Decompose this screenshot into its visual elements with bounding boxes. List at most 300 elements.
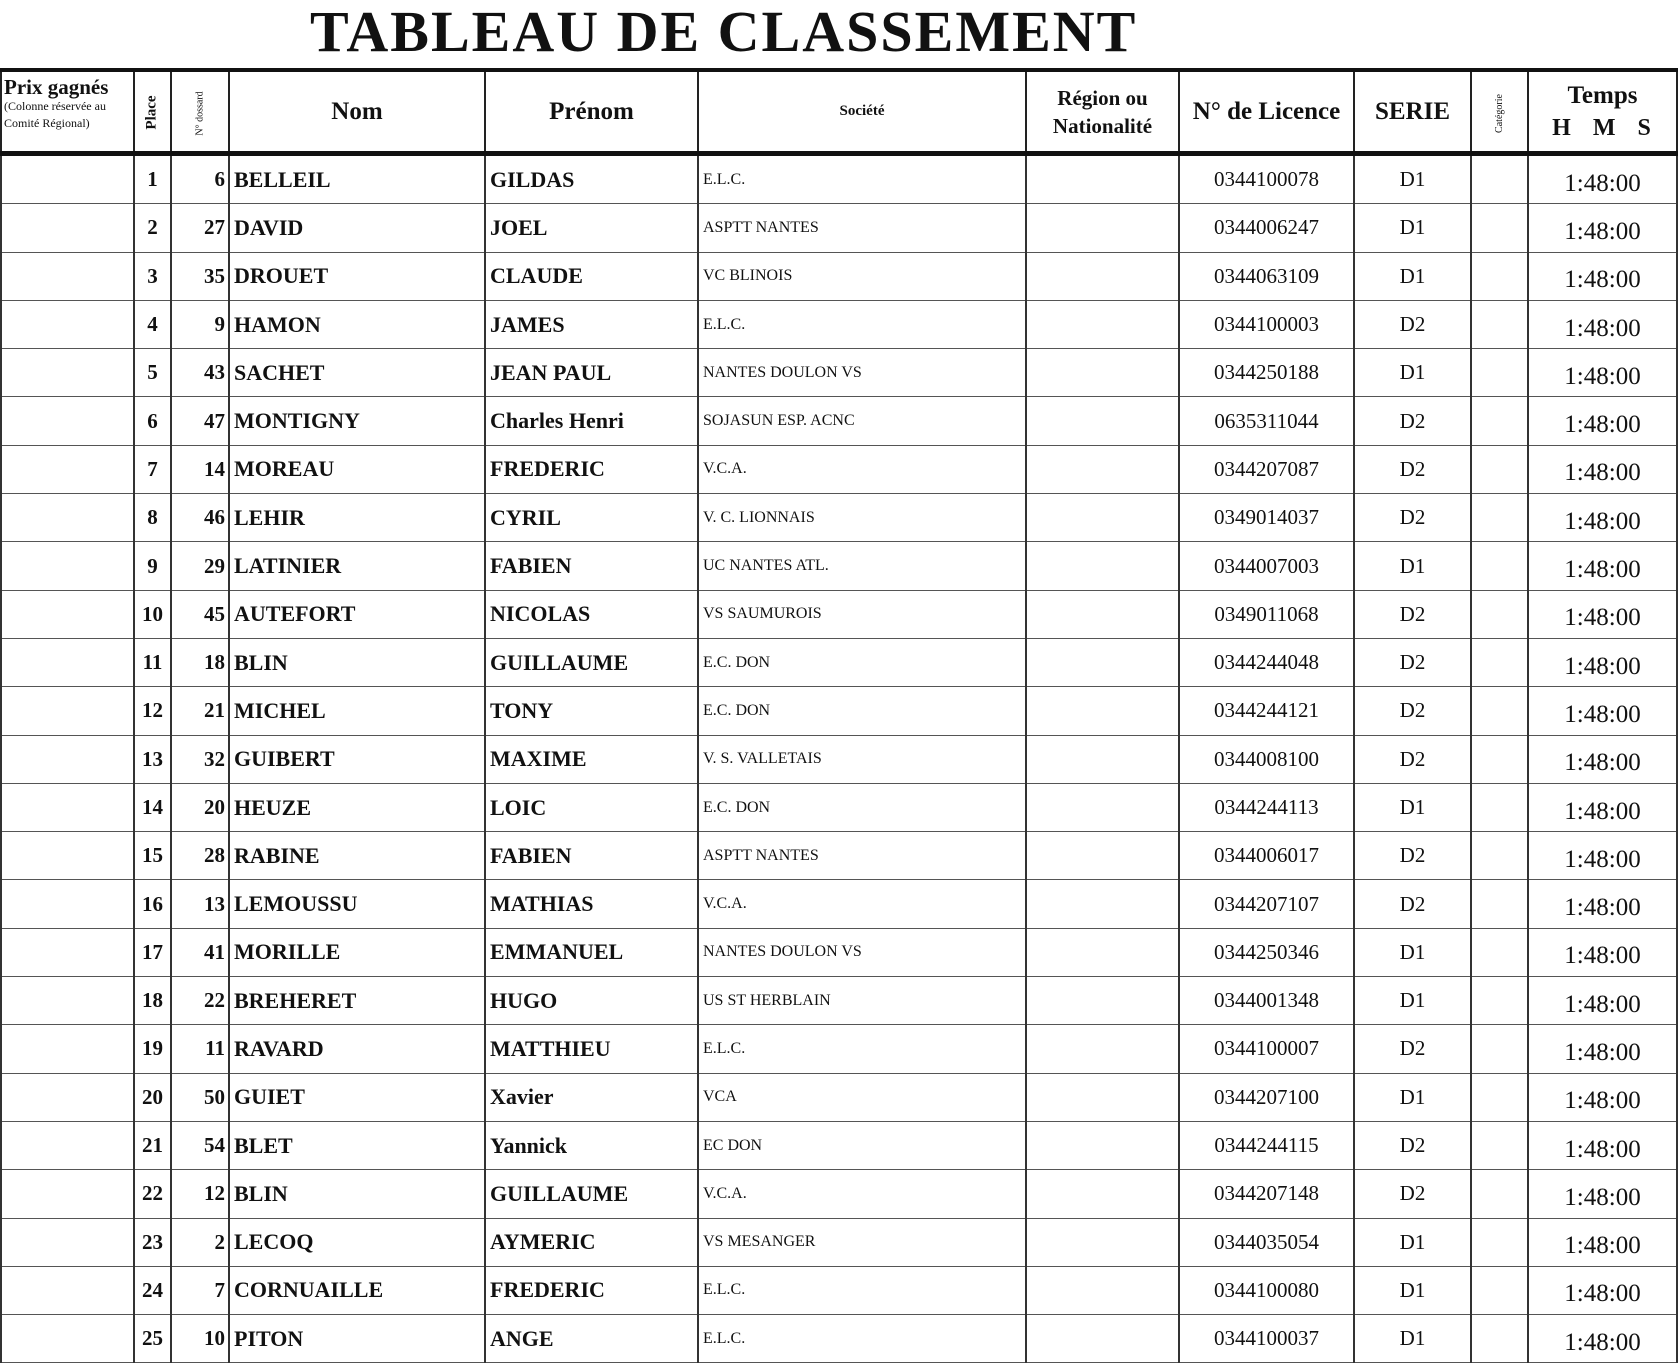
- cell-dossard: 2: [171, 1218, 229, 1266]
- table-body: [1, 154, 1677, 1363]
- cell-cat: [1471, 397, 1528, 445]
- cell-temps: 1:48:00: [1528, 204, 1677, 252]
- cell-prenom: GILDAS: [485, 154, 698, 204]
- cell-temps: 1:48:00: [1528, 1121, 1677, 1169]
- cell-place: 17: [134, 928, 171, 976]
- cell-cat: [1471, 154, 1528, 204]
- table-row: [1, 349, 1677, 397]
- cell-temps: 1:48:00: [1528, 542, 1677, 590]
- cell-dossard: 47: [171, 397, 229, 445]
- cell-nom: CORNUAILLE: [229, 1266, 485, 1314]
- table-row: [1, 445, 1677, 493]
- cell-temps: 1:48:00: [1528, 687, 1677, 735]
- table-row: [1, 542, 1677, 590]
- cell-societe: V.C.A.: [698, 1170, 1026, 1218]
- cell-societe: E.L.C.: [698, 1266, 1026, 1314]
- cell-societe: V.C.A.: [698, 445, 1026, 493]
- cell-nom: HAMON: [229, 300, 485, 348]
- cell-societe: E.L.C.: [698, 300, 1026, 348]
- cell-temps: 1:48:00: [1528, 590, 1677, 638]
- cell-place: 8: [134, 494, 171, 542]
- cell-dossard: 14: [171, 445, 229, 493]
- cell-cat: [1471, 783, 1528, 831]
- cell-prenom: CYRIL: [485, 494, 698, 542]
- cell-prix: [1, 928, 134, 976]
- cell-prix: [1, 300, 134, 348]
- cell-serie: D2: [1354, 880, 1471, 928]
- table-row: [1, 590, 1677, 638]
- cell-reg: [1026, 783, 1179, 831]
- cell-licence: 0344244113: [1179, 783, 1354, 831]
- table-row: [1, 1170, 1677, 1218]
- cell-nom: RABINE: [229, 832, 485, 880]
- cell-prenom: JEAN PAUL: [485, 349, 698, 397]
- cell-serie: D1: [1354, 204, 1471, 252]
- header-hms: HMS: [1552, 114, 1673, 141]
- cell-prenom: Yannick: [485, 1121, 698, 1169]
- cell-dossard: 20: [171, 783, 229, 831]
- cell-licence: 0344250188: [1179, 349, 1354, 397]
- cell-temps: 1:48:00: [1528, 300, 1677, 348]
- cell-cat: [1471, 300, 1528, 348]
- cell-societe: V. S. VALLETAIS: [698, 735, 1026, 783]
- cell-prix: [1, 1170, 134, 1218]
- cell-cat: [1471, 349, 1528, 397]
- cell-prix: [1, 542, 134, 590]
- cell-reg: [1026, 1170, 1179, 1218]
- cell-reg: [1026, 349, 1179, 397]
- cell-prix: [1, 880, 134, 928]
- cell-serie: D2: [1354, 735, 1471, 783]
- cell-reg: [1026, 832, 1179, 880]
- cell-cat: [1471, 832, 1528, 880]
- cell-reg: [1026, 445, 1179, 493]
- cell-place: 15: [134, 832, 171, 880]
- cell-licence: 0344006247: [1179, 204, 1354, 252]
- cell-licence: 0344100078: [1179, 154, 1354, 204]
- cell-reg: [1026, 252, 1179, 300]
- cell-dossard: 18: [171, 638, 229, 686]
- cell-societe: VCA: [698, 1073, 1026, 1121]
- cell-place: 7: [134, 445, 171, 493]
- cell-place: 13: [134, 735, 171, 783]
- cell-prenom: MATTHIEU: [485, 1025, 698, 1073]
- cell-prix: [1, 1025, 134, 1073]
- cell-nom: LEHIR: [229, 494, 485, 542]
- cell-prenom: FREDERIC: [485, 1266, 698, 1314]
- cell-place: 10: [134, 590, 171, 638]
- cell-temps: 1:48:00: [1528, 783, 1677, 831]
- cell-dossard: 29: [171, 542, 229, 590]
- cell-place: 3: [134, 252, 171, 300]
- cell-serie: D1: [1354, 154, 1471, 204]
- cell-serie: D2: [1354, 687, 1471, 735]
- cell-societe: US ST HERBLAIN: [698, 977, 1026, 1025]
- cell-prix: [1, 1266, 134, 1314]
- cell-nom: RAVARD: [229, 1025, 485, 1073]
- header-dossard: [171, 70, 229, 154]
- cell-nom: BELLEIL: [229, 154, 485, 204]
- cell-dossard: 10: [171, 1315, 229, 1363]
- cell-reg: [1026, 638, 1179, 686]
- cell-dossard: 13: [171, 880, 229, 928]
- cell-prenom: CLAUDE: [485, 252, 698, 300]
- cell-societe: ASPTT NANTES: [698, 204, 1026, 252]
- cell-dossard: 11: [171, 1025, 229, 1073]
- cell-serie: D2: [1354, 397, 1471, 445]
- cell-reg: [1026, 880, 1179, 928]
- table-row: [1, 1025, 1677, 1073]
- cell-prix: [1, 977, 134, 1025]
- cell-societe: E.L.C.: [698, 154, 1026, 204]
- cell-dossard: 46: [171, 494, 229, 542]
- table-row: [1, 1218, 1677, 1266]
- cell-dossard: 12: [171, 1170, 229, 1218]
- cell-serie: D2: [1354, 494, 1471, 542]
- cell-societe: V.C.A.: [698, 880, 1026, 928]
- cell-reg: [1026, 1266, 1179, 1314]
- cell-societe: VS MESANGER: [698, 1218, 1026, 1266]
- cell-temps: 1:48:00: [1528, 735, 1677, 783]
- cell-cat: [1471, 687, 1528, 735]
- cell-place: 22: [134, 1170, 171, 1218]
- cell-place: 24: [134, 1266, 171, 1314]
- cell-licence: 0349011068: [1179, 590, 1354, 638]
- cell-place: 18: [134, 977, 171, 1025]
- cell-place: 6: [134, 397, 171, 445]
- cell-serie: D2: [1354, 300, 1471, 348]
- cell-place: 23: [134, 1218, 171, 1266]
- cell-serie: D1: [1354, 783, 1471, 831]
- cell-nom: MORILLE: [229, 928, 485, 976]
- cell-temps: 1:48:00: [1528, 349, 1677, 397]
- cell-prenom: FABIEN: [485, 542, 698, 590]
- cell-prenom: FABIEN: [485, 832, 698, 880]
- cell-serie: D2: [1354, 445, 1471, 493]
- cell-licence: 0344035054: [1179, 1218, 1354, 1266]
- cell-prenom: AYMERIC: [485, 1218, 698, 1266]
- table-row: [1, 687, 1677, 735]
- header-place-label: Place: [144, 94, 160, 130]
- table-header: [1, 70, 1677, 154]
- cell-cat: [1471, 252, 1528, 300]
- cell-prenom: GUILLAUME: [485, 638, 698, 686]
- cell-dossard: 28: [171, 832, 229, 880]
- cell-cat: [1471, 204, 1528, 252]
- cell-serie: D2: [1354, 1025, 1471, 1073]
- cell-licence: 0344100007: [1179, 1025, 1354, 1073]
- cell-temps: 1:48:00: [1528, 445, 1677, 493]
- cell-place: 1: [134, 154, 171, 204]
- cell-nom: MOREAU: [229, 445, 485, 493]
- cell-societe: EC DON: [698, 1121, 1026, 1169]
- cell-reg: [1026, 542, 1179, 590]
- cell-temps: 1:48:00: [1528, 154, 1677, 204]
- cell-prenom: MATHIAS: [485, 880, 698, 928]
- cell-prenom: JAMES: [485, 300, 698, 348]
- cell-licence: 0344250346: [1179, 928, 1354, 976]
- header-temps: [1528, 70, 1677, 154]
- cell-cat: [1471, 590, 1528, 638]
- cell-nom: GUIBERT: [229, 735, 485, 783]
- cell-dossard: 6: [171, 154, 229, 204]
- cell-prix: [1, 494, 134, 542]
- cell-reg: [1026, 1218, 1179, 1266]
- table-row: [1, 204, 1677, 252]
- header-temps-label: Temps: [1567, 81, 1638, 109]
- header-categorie: [1471, 70, 1528, 154]
- cell-nom: HEUZE: [229, 783, 485, 831]
- cell-serie: D2: [1354, 832, 1471, 880]
- cell-nom: BREHERET: [229, 977, 485, 1025]
- cell-licence: 0344244121: [1179, 687, 1354, 735]
- cell-serie: D2: [1354, 638, 1471, 686]
- cell-temps: 1:48:00: [1528, 1170, 1677, 1218]
- table-row: [1, 832, 1677, 880]
- table-row: [1, 300, 1677, 348]
- cell-prix: [1, 1218, 134, 1266]
- cell-nom: BLET: [229, 1121, 485, 1169]
- cell-prix: [1, 154, 134, 204]
- cell-licence: 0344207148: [1179, 1170, 1354, 1218]
- cell-temps: 1:48:00: [1528, 1025, 1677, 1073]
- cell-societe: VS SAUMUROIS: [698, 590, 1026, 638]
- cell-societe: V. C. LIONNAIS: [698, 494, 1026, 542]
- header-serie: SERIE: [1354, 70, 1471, 154]
- cell-temps: 1:48:00: [1528, 880, 1677, 928]
- ranking-table: [0, 68, 1678, 1363]
- table-row: [1, 638, 1677, 686]
- cell-societe: E.C. DON: [698, 783, 1026, 831]
- cell-temps: 1:48:00: [1528, 1266, 1677, 1314]
- cell-cat: [1471, 1025, 1528, 1073]
- cell-place: 12: [134, 687, 171, 735]
- cell-place: 16: [134, 880, 171, 928]
- cell-reg: [1026, 300, 1179, 348]
- cell-dossard: 45: [171, 590, 229, 638]
- cell-serie: D1: [1354, 1266, 1471, 1314]
- cell-prenom: NICOLAS: [485, 590, 698, 638]
- cell-prix: [1, 687, 134, 735]
- table-row: [1, 735, 1677, 783]
- header-place: [134, 70, 171, 154]
- cell-reg: [1026, 1025, 1179, 1073]
- cell-dossard: 50: [171, 1073, 229, 1121]
- cell-prix: [1, 735, 134, 783]
- cell-serie: D1: [1354, 349, 1471, 397]
- cell-prix: [1, 638, 134, 686]
- cell-licence: 0344244115: [1179, 1121, 1354, 1169]
- cell-temps: 1:48:00: [1528, 977, 1677, 1025]
- cell-reg: [1026, 204, 1179, 252]
- table-row: [1, 977, 1677, 1025]
- cell-licence: 0344207100: [1179, 1073, 1354, 1121]
- cell-prenom: FREDERIC: [485, 445, 698, 493]
- cell-cat: [1471, 928, 1528, 976]
- cell-nom: PITON: [229, 1315, 485, 1363]
- cell-reg: [1026, 154, 1179, 204]
- cell-temps: 1:48:00: [1528, 252, 1677, 300]
- cell-temps: 1:48:00: [1528, 1315, 1677, 1363]
- cell-nom: SACHET: [229, 349, 485, 397]
- cell-place: 19: [134, 1025, 171, 1073]
- cell-prenom: MAXIME: [485, 735, 698, 783]
- cell-nom: MONTIGNY: [229, 397, 485, 445]
- cell-prix: [1, 1315, 134, 1363]
- cell-nom: MICHEL: [229, 687, 485, 735]
- cell-nom: BLIN: [229, 1170, 485, 1218]
- table-row: [1, 154, 1677, 204]
- cell-nom: LECOQ: [229, 1218, 485, 1266]
- header-prix-note: (Colonne réservée au Comité Régional): [4, 99, 106, 130]
- cell-reg: [1026, 1073, 1179, 1121]
- cell-prenom: ANGE: [485, 1315, 698, 1363]
- cell-serie: D1: [1354, 542, 1471, 590]
- cell-reg: [1026, 590, 1179, 638]
- cell-cat: [1471, 445, 1528, 493]
- cell-reg: [1026, 928, 1179, 976]
- cell-prix: [1, 590, 134, 638]
- cell-licence: 0344207087: [1179, 445, 1354, 493]
- cell-dossard: 21: [171, 687, 229, 735]
- cell-dossard: 32: [171, 735, 229, 783]
- cell-temps: 1:48:00: [1528, 397, 1677, 445]
- header-prix-label: Prix gagnés: [4, 75, 109, 99]
- cell-dossard: 22: [171, 977, 229, 1025]
- cell-licence: 0344207107: [1179, 880, 1354, 928]
- cell-place: 9: [134, 542, 171, 590]
- cell-licence: 0344007003: [1179, 542, 1354, 590]
- cell-dossard: 9: [171, 300, 229, 348]
- cell-prenom: Xavier: [485, 1073, 698, 1121]
- cell-serie: D2: [1354, 590, 1471, 638]
- header-region: Région ou Nationalité: [1026, 70, 1179, 154]
- cell-cat: [1471, 1218, 1528, 1266]
- header-societe: Société: [698, 70, 1026, 154]
- cell-serie: D1: [1354, 977, 1471, 1025]
- cell-temps: 1:48:00: [1528, 1073, 1677, 1121]
- cell-licence: 0344100003: [1179, 300, 1354, 348]
- page-title: TABLEAU DE CLASSEMENT: [310, 0, 1138, 64]
- cell-prenom: Charles Henri: [485, 397, 698, 445]
- cell-licence: 0344006017: [1179, 832, 1354, 880]
- cell-societe: E.C. DON: [698, 638, 1026, 686]
- cell-cat: [1471, 1266, 1528, 1314]
- table-row: [1, 397, 1677, 445]
- table-row: [1, 1266, 1677, 1314]
- cell-prenom: GUILLAUME: [485, 1170, 698, 1218]
- cell-cat: [1471, 1121, 1528, 1169]
- cell-societe: NANTES DOULON VS: [698, 928, 1026, 976]
- cell-societe: NANTES DOULON VS: [698, 349, 1026, 397]
- cell-place: 25: [134, 1315, 171, 1363]
- cell-prix: [1, 204, 134, 252]
- cell-nom: LATINIER: [229, 542, 485, 590]
- cell-societe: E.C. DON: [698, 687, 1026, 735]
- cell-place: 11: [134, 638, 171, 686]
- cell-nom: DAVID: [229, 204, 485, 252]
- header-prix: [1, 70, 134, 154]
- cell-prix: [1, 832, 134, 880]
- cell-place: 5: [134, 349, 171, 397]
- cell-societe: E.L.C.: [698, 1025, 1026, 1073]
- cell-place: 2: [134, 204, 171, 252]
- cell-cat: [1471, 1170, 1528, 1218]
- cell-nom: GUIET: [229, 1073, 485, 1121]
- cell-temps: 1:48:00: [1528, 1218, 1677, 1266]
- cell-cat: [1471, 977, 1528, 1025]
- header-nom: Nom: [229, 70, 485, 154]
- cell-licence: 0344100080: [1179, 1266, 1354, 1314]
- cell-prix: [1, 252, 134, 300]
- cell-dossard: 7: [171, 1266, 229, 1314]
- cell-prix: [1, 1073, 134, 1121]
- header-licence: N° de Licence: [1179, 70, 1354, 154]
- table-row: [1, 1121, 1677, 1169]
- cell-licence: 0635311044: [1179, 397, 1354, 445]
- cell-nom: LEMOUSSU: [229, 880, 485, 928]
- table-row: [1, 1315, 1677, 1363]
- cell-temps: 1:48:00: [1528, 832, 1677, 880]
- cell-dossard: 35: [171, 252, 229, 300]
- header-categorie-label: Catégorie: [1494, 93, 1505, 133]
- cell-nom: BLIN: [229, 638, 485, 686]
- title-bar: [0, 0, 1680, 66]
- cell-societe: E.L.C.: [698, 1315, 1026, 1363]
- table-row: [1, 783, 1677, 831]
- cell-cat: [1471, 1315, 1528, 1363]
- cell-cat: [1471, 1073, 1528, 1121]
- table-row: [1, 1073, 1677, 1121]
- cell-dossard: 41: [171, 928, 229, 976]
- cell-reg: [1026, 1121, 1179, 1169]
- cell-reg: [1026, 977, 1179, 1025]
- cell-place: 21: [134, 1121, 171, 1169]
- cell-reg: [1026, 494, 1179, 542]
- cell-societe: VC BLINOIS: [698, 252, 1026, 300]
- cell-prix: [1, 783, 134, 831]
- cell-societe: UC NANTES ATL.: [698, 542, 1026, 590]
- cell-licence: 0344063109: [1179, 252, 1354, 300]
- cell-reg: [1026, 1315, 1179, 1363]
- cell-place: 4: [134, 300, 171, 348]
- cell-place: 20: [134, 1073, 171, 1121]
- cell-prix: [1, 397, 134, 445]
- cell-temps: 1:48:00: [1528, 928, 1677, 976]
- cell-societe: SOJASUN ESP. ACNC: [698, 397, 1026, 445]
- cell-temps: 1:48:00: [1528, 494, 1677, 542]
- cell-societe: ASPTT NANTES: [698, 832, 1026, 880]
- cell-prix: [1, 1121, 134, 1169]
- cell-reg: [1026, 735, 1179, 783]
- cell-cat: [1471, 735, 1528, 783]
- header-prenom: Prénom: [485, 70, 698, 154]
- cell-dossard: 27: [171, 204, 229, 252]
- table-row: [1, 252, 1677, 300]
- cell-serie: D2: [1354, 1121, 1471, 1169]
- cell-prix: [1, 445, 134, 493]
- cell-licence: 0344244048: [1179, 638, 1354, 686]
- cell-prix: [1, 349, 134, 397]
- cell-dossard: 43: [171, 349, 229, 397]
- cell-place: 14: [134, 783, 171, 831]
- table-row: [1, 880, 1677, 928]
- cell-cat: [1471, 638, 1528, 686]
- cell-licence: 0344001348: [1179, 977, 1354, 1025]
- table-row: [1, 494, 1677, 542]
- cell-dossard: 54: [171, 1121, 229, 1169]
- cell-serie: D2: [1354, 1170, 1471, 1218]
